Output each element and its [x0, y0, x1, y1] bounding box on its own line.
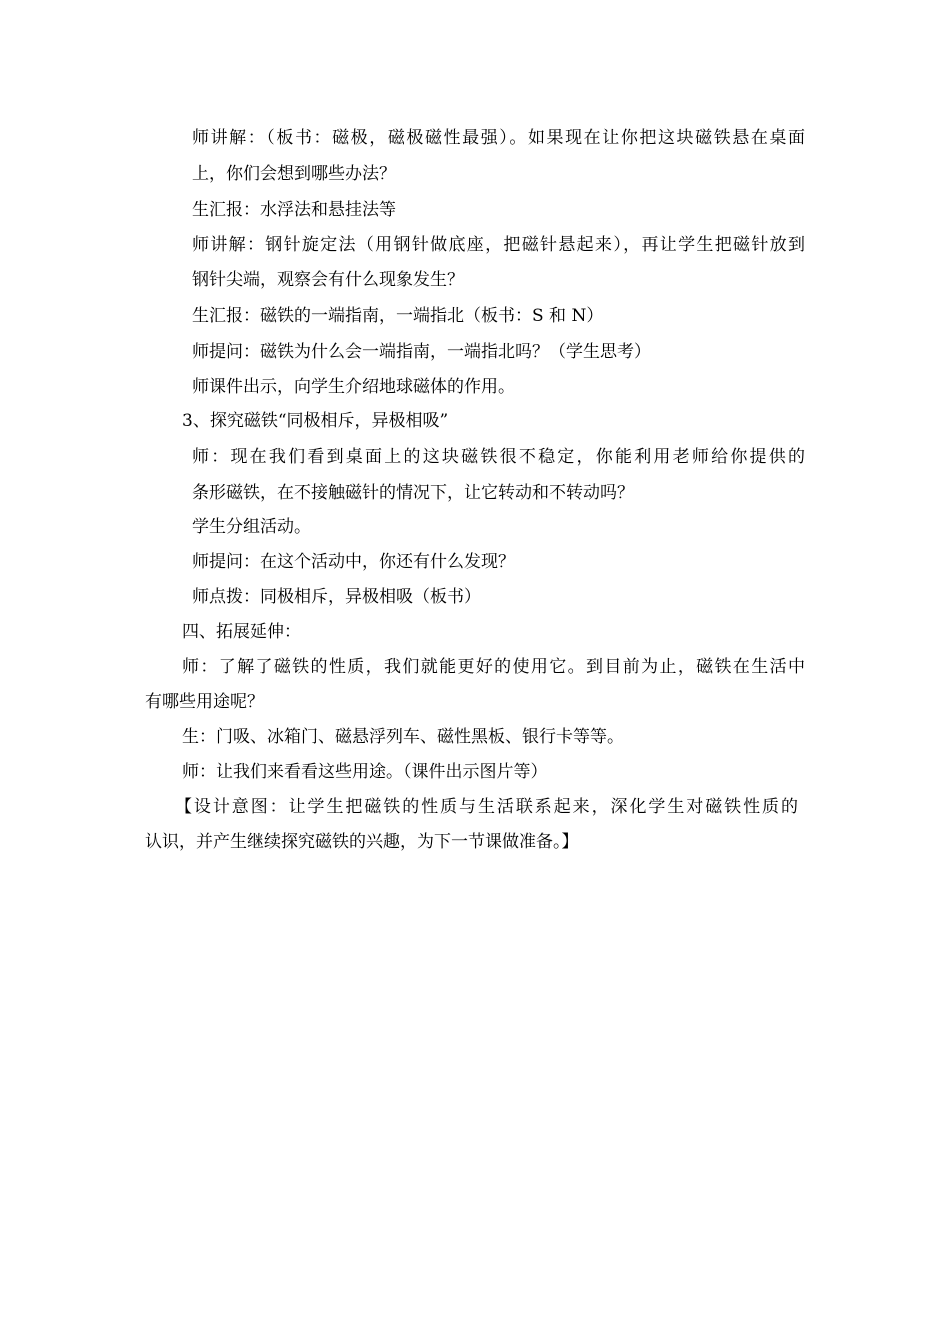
text-line-6: 生汇报：磁铁的一端指南，一端指北（板书：S 和 N） [192, 306, 604, 326]
text-line-3: 生汇报：水浮法和悬挂法等 [192, 200, 396, 220]
text-line-4: 师讲解：钢针旋定法（用钢针做底座，把磁针悬起来），再让学生把磁针放到 [192, 235, 805, 255]
text-line-8: 师课件出示，向学生介绍地球磁体的作用。 [192, 377, 515, 397]
text-line-11: 条形磁铁，在不接触磁针的情况下，让它转动和不转动吗？ [192, 483, 634, 503]
text-line-10: 师：现在我们看到桌面上的这块磁铁很不稳定，你能利用老师给你提供的 [192, 447, 805, 467]
section-heading-4: 四、拓展延伸： [182, 622, 301, 642]
design-intent-line-2: 认识，并产生继续探究磁铁的兴趣，为下一节课做准备。】 [145, 832, 579, 852]
text-line-14: 师点拨：同极相斥，异极相吸（板书） [192, 587, 481, 607]
text-line-12: 学生分组活动。 [192, 517, 311, 537]
text-line-5: 钢针尖端，观察会有什么现象发生？ [192, 270, 464, 290]
text-line-13: 师提问：在这个活动中，你还有什么发现？ [192, 552, 515, 572]
text-line-1: 师讲解：（板书：磁极，磁极磁性最强）。如果现在让你把这块磁铁悬在桌面 [192, 128, 805, 148]
design-intent-line-1: 【设计意图：让学生把磁铁的性质与生活联系起来，深化学生对磁铁性质的 [175, 797, 798, 817]
text-line-2: 上，你们会想到哪些办法？ [192, 164, 396, 184]
text-line-18: 生：门吸、冰箱门、磁悬浮列车、磁性黑板、银行卡等等。 [182, 727, 624, 747]
text-line-19: 师：让我们来看看这些用途。（课件出示图片等） [182, 762, 548, 782]
section-heading-3: 3、探究磁铁“同极相斥，异极相吸” [182, 411, 449, 431]
text-line-16: 师：了解了磁铁的性质，我们就能更好的使用它。到目前为止，磁铁在生活中 [182, 657, 805, 677]
text-line-7: 师提问：磁铁为什么会一端指南，一端指北吗？（学生思考） [192, 342, 651, 362]
text-line-17: 有哪些用途呢？ [145, 692, 264, 712]
